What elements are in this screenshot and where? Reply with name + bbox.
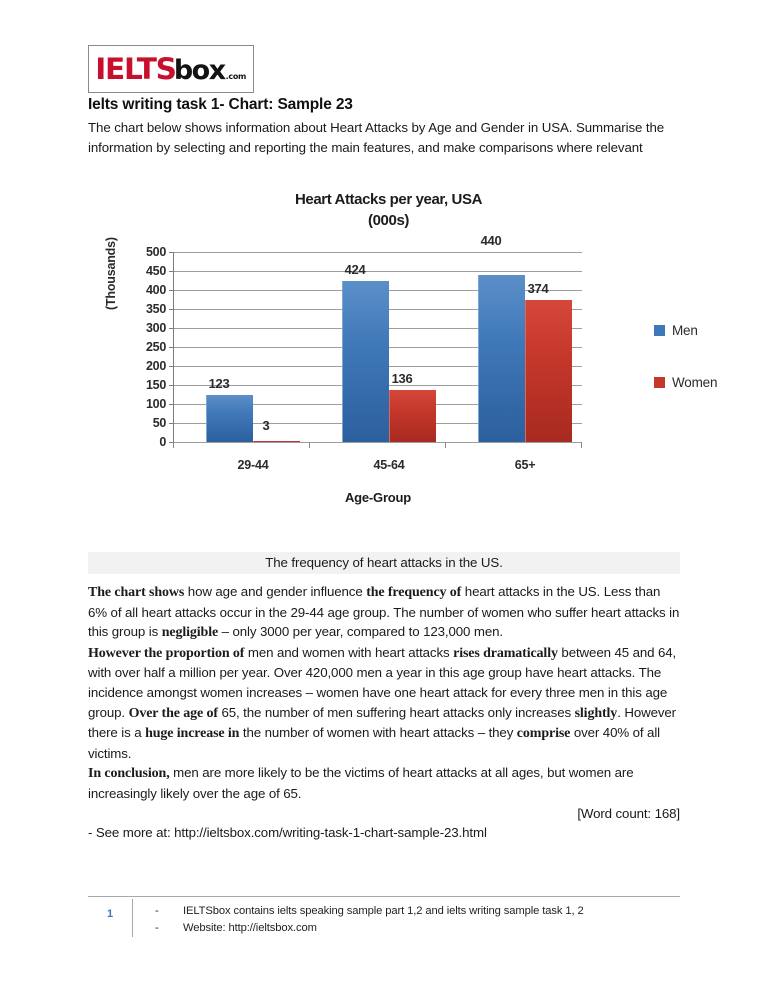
bar-label-men-45-64: 424 [344,262,366,277]
y-tick-label-150: 150 [146,378,166,392]
y-tick-500 [169,252,174,253]
bar-group-65plus [468,233,582,442]
essay-bold-1b: the frequency of [366,585,462,600]
bar-label-men-29-44: 123 [208,376,230,391]
chart-title-main: Heart Attacks per year, USA [294,191,483,208]
essay-text-1a: how age and gender influence [184,584,367,599]
page-footer [88,897,680,943]
chart-caption: The frequency of heart attacks in the US. [88,552,680,574]
x-tick-0 [173,442,174,448]
essay-text-2d: . However there is a [88,704,676,741]
essay-text-2a: men and women with heart attacks [244,644,454,660]
y-tick-350 [169,309,174,310]
y-tick-label-300: 300 [146,321,166,335]
x-axis-title: Age-Group [344,490,412,505]
x-tick-label-45-64: 45-64 [373,458,405,472]
y-tick-label-450: 450 [146,264,166,278]
essay-text-2b: between 45 and 64, with over half a million per year. Over 420,000 men a year in this age group have heart attacks. The incidence amongst women increases – women have one heart attack for every three men in this age group. [88,644,677,720]
y-tick-450 [169,271,174,272]
y-tick-100 [169,404,174,405]
legend-item-men[interactable] [654,323,768,338]
footer-bullet-dash-2: - [155,921,159,934]
x-tick-label-29-44: 29-44 [237,458,269,472]
chart-subtitle: (000s) [368,212,409,229]
see-more-link[interactable]: - See more at: http://ieltsbox.com/writing-task-1-chart-sample-23.html [88,825,487,841]
y-tick-label-200: 200 [146,359,166,373]
y-tick-400 [169,290,174,291]
footer-line-1 [155,903,584,920]
essay-body [88,582,680,843]
essay-bold-1a: The chart shows [88,585,185,600]
legend-item-women[interactable] [654,375,768,390]
bar-group-45-64 [332,252,446,442]
legend-swatch-women-icon [654,377,665,388]
y-tick-label-250: 250 [146,340,166,354]
word-count: [Word count: 168] [577,805,680,821]
footer-text-1: IELTSbox contains ielts speaking sample part 1,2 and ielts writing sample task 1, 2 [183,905,584,917]
logo-text-dotcom: .com [225,71,247,81]
y-tick-250 [169,347,174,348]
essay-bold-2d: slightly [574,705,618,721]
y-tick-150 [169,385,174,386]
legend-swatch-men-icon [654,325,665,336]
essay-bold-2e: huge increase in [145,726,240,742]
essay-paragraph-2 [88,643,680,764]
logo-wordmark [95,51,247,86]
y-tick-label-100: 100 [146,397,166,411]
essay-text-2f: over 40% of all victims. [88,725,660,761]
y-tick-label-350: 350 [146,302,166,316]
x-tick-1 [309,442,310,448]
y-tick-label-50: 50 [152,416,166,430]
chart-legend [654,323,768,427]
essay-bold-1c: negligible [161,625,219,641]
essay-bold-3a: In conclusion, [88,766,170,782]
bar-women-29-44[interactable] [253,441,300,442]
essay-text-2c: 65, the number of men suffering heart attacks only increases [217,704,575,720]
y-tick-label-0: 0 [159,435,166,449]
legend-label-women: Women [672,375,718,390]
essay-paragraph-1 [88,582,680,643]
task-prompt: The chart below shows information about Heart Attacks by Age and Gender in USA. Summarise the information by selecting and reporting the main features, and make comparisons where relevant [88,120,665,155]
footer-line-2 [155,920,584,937]
footer-notes [133,897,584,936]
logo-text-ielts: IELTS [95,51,176,86]
ieltsbox-logo [88,45,254,93]
bar-men-65plus[interactable] [478,275,525,442]
bar-women-65plus[interactable] [525,300,572,442]
essay-text-3a: men are more likely to be the victims of heart attacks at all ages, but women are increasingly likely over the age of 65. [88,765,634,801]
x-tick-3 [581,442,582,448]
bar-label-men-65plus: 440 [480,233,502,248]
y-tick-label-500: 500 [146,245,166,259]
logo-text-box: box [173,54,225,86]
essay-paragraph-3 [88,763,680,803]
essay-text-1c: – only 3000 per year, compared to 123,000 men. [218,624,503,640]
essay-bold-2b: rises dramatically [453,645,558,661]
bar-group-29-44 [196,252,310,442]
page-title: Ielts writing task 1- Chart: Sample 23 [88,96,353,113]
y-tick-200 [169,366,174,367]
gridline-0 [174,442,582,443]
y-tick-50 [169,423,174,424]
footer-text-2[interactable]: Website: http://ieltsbox.com [183,921,317,934]
essay-bold-2a: However the proportion of [88,645,245,661]
legend-label-men: Men [672,323,698,338]
essay-bold-2f: comprise [516,726,571,742]
page-number: 1 [106,908,114,920]
bar-chart [96,180,718,552]
essay-text-1b: heart attacks in the US. Less than 6% of all heart attacks occur in the 29-44 age group. The number of women who suffer heart attacks in this group is [88,584,680,640]
x-tick-label-65plus: 65+ [514,458,536,472]
essay-bold-2c: Over the age of [128,705,218,721]
bar-men-45-64[interactable] [342,281,389,442]
bar-label-women-65plus: 374 [527,281,549,296]
x-tick-2 [445,442,446,448]
bar-label-women-45-64: 136 [391,371,413,386]
bar-women-45-64[interactable] [389,390,436,442]
chart-title [96,189,681,231]
essay-text-2e: the number of women with heart attacks – they [239,725,517,741]
footer-bullet-dash-1: - [155,905,159,917]
y-tick-label-400: 400 [146,283,166,297]
plot-area [146,233,582,472]
y-axis-title: (Thousands) [104,237,118,310]
y-tick-300 [169,328,174,329]
bar-label-women-29-44: 3 [262,418,270,433]
